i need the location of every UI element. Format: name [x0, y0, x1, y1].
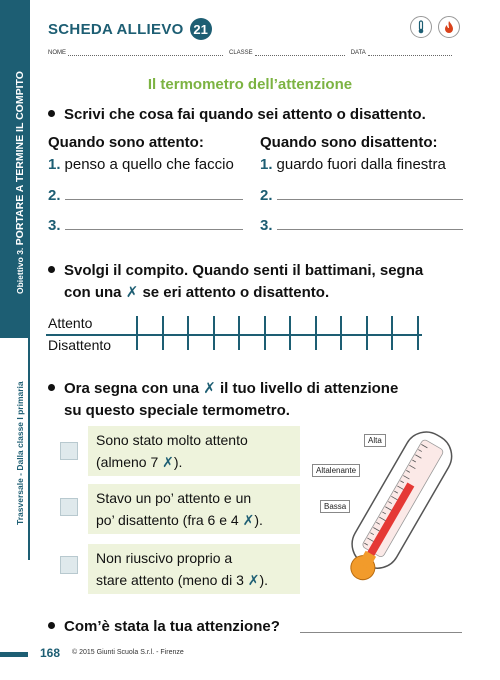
- grid-cell-divider: [264, 316, 266, 350]
- objective-label: Obiettivo 3. PORTARE A TERMINE IL COMPITO: [14, 71, 26, 294]
- instruction-2: Svolgi il compito. Quando senti il battimani, segna con una ✗ se eri attento o disattento.: [48, 260, 423, 304]
- row-label-disattento: Disattento: [48, 337, 112, 353]
- grid-cell-divider: [213, 316, 215, 350]
- copyright-text: © 2015 Giunti Scuola S.r.l. - Firenze: [72, 649, 184, 656]
- disattento-answer-2[interactable]: [277, 186, 463, 200]
- grid-cell-divider: [417, 316, 419, 350]
- attento-item-2: 2.: [48, 186, 243, 204]
- grid-cell-divider: [136, 316, 138, 350]
- footer-bar: [0, 652, 28, 657]
- grid-cell-divider: [289, 316, 291, 350]
- instruction-1: Scrivi che cosa fai quando sei attento o disattento.: [48, 104, 426, 126]
- nome-label: NOME: [48, 50, 66, 56]
- attento-item-1: 1. penso a quello che faccio: [48, 156, 234, 173]
- thermometer-icon: [410, 16, 432, 38]
- disattento-item-3: 3.: [260, 216, 463, 234]
- question-4: Com’è stata la tua attenzione?: [48, 616, 280, 638]
- option-box-1: Sono stato molto attento (almeno 7 ✗).: [88, 426, 300, 476]
- option-checkbox-2[interactable]: [60, 498, 78, 516]
- classe-label: CLASSE: [229, 50, 253, 56]
- bullet-dot: [48, 622, 55, 629]
- grid-cell-divider: [187, 316, 189, 350]
- grid-cell-divider: [340, 316, 342, 350]
- disattento-answer-3[interactable]: [277, 216, 463, 230]
- student-fields: [48, 50, 462, 56]
- grid-cell-divider: [315, 316, 317, 350]
- instruction-3: Ora segna con una ✗ il tuo livello di attenzione su questo speciale termometro.: [48, 378, 398, 422]
- scheda-number-badge: 21: [190, 18, 212, 40]
- disattento-item-1: 1. guardo fuori dalla finestra: [260, 156, 446, 173]
- attento-item-3: 3.: [48, 216, 243, 234]
- disattento-item-2: 2.: [260, 186, 463, 204]
- grid-cell-divider: [162, 316, 164, 350]
- page-title: Il termometro dell’attenzione: [147, 76, 353, 93]
- cross-mark-icon: ✗: [247, 572, 260, 588]
- nome-field[interactable]: [68, 50, 223, 56]
- bullet-dot: [48, 384, 55, 391]
- thermo-label-altalenante: Altalenante: [312, 464, 360, 477]
- cross-mark-icon: ✗: [162, 454, 174, 470]
- attento-answer-3[interactable]: [65, 216, 243, 230]
- thermo-label-bassa: Bassa: [320, 500, 350, 513]
- grid-cell-divider: [391, 316, 393, 350]
- grid-cell-divider: [366, 316, 368, 350]
- page-number: 168: [40, 646, 61, 660]
- classe-field[interactable]: [255, 50, 345, 56]
- cross-mark-icon: ✗: [242, 512, 255, 528]
- answer-line[interactable]: [300, 632, 462, 633]
- option-box-2: Stavo un po’ attento e un po’ disattento (fra 6 e 4 ✗).: [88, 484, 300, 534]
- data-label: DATA: [350, 50, 366, 56]
- level-label: Trasversale - Dalla classe I primaria: [15, 381, 25, 525]
- grid-cell-divider: [238, 316, 240, 350]
- thermo-label-alta: Alta: [364, 434, 386, 447]
- heading-disattento: Quando sono disattento:: [260, 134, 438, 151]
- attention-thermometer[interactable]: [310, 420, 480, 600]
- cross-mark-icon: ✗: [125, 284, 139, 301]
- scheda-label: SCHEDA ALLIEVO: [48, 20, 184, 38]
- option-checkbox-1[interactable]: [60, 442, 78, 460]
- bullet-dot: [48, 110, 55, 117]
- bullet-dot: [48, 266, 55, 273]
- row-label-attento: Attento: [48, 315, 93, 331]
- flame-icon: [438, 16, 460, 38]
- cross-mark-icon: ✗: [203, 380, 216, 397]
- attento-answer-2[interactable]: [65, 186, 243, 200]
- option-checkbox-3[interactable]: [60, 556, 78, 574]
- data-field[interactable]: [368, 50, 452, 56]
- option-box-3: Non riuscivo proprio a stare attento (meno di 3 ✗).: [88, 544, 300, 594]
- sheet-header: [48, 18, 212, 40]
- heading-attento: Quando sono attento:: [48, 134, 204, 151]
